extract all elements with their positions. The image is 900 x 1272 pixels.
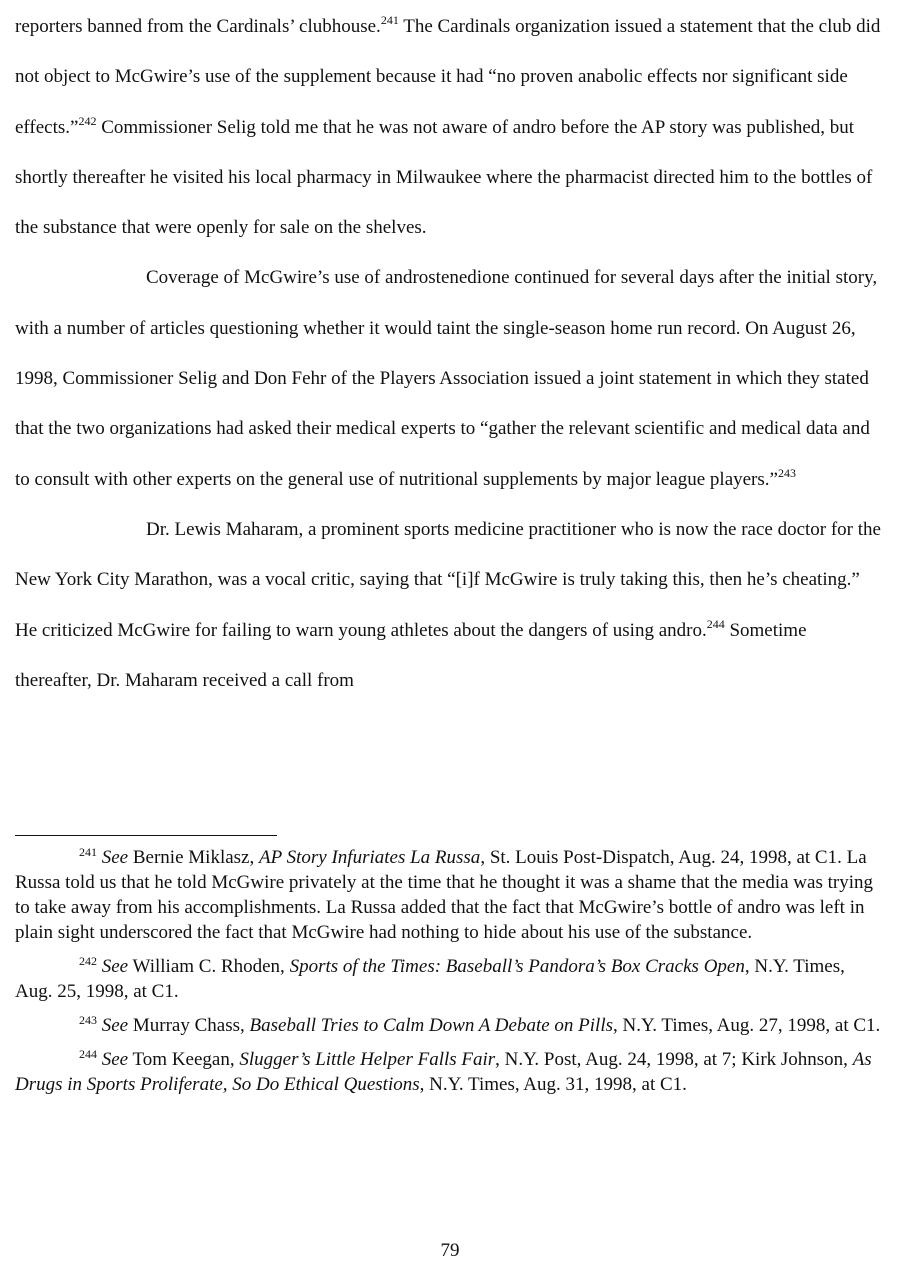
footnote-text: Tom Keegan, bbox=[128, 1049, 240, 1070]
signal-see: See bbox=[101, 956, 129, 977]
signal-see: See bbox=[101, 1049, 129, 1070]
paragraph-text: Commissioner Selig told me that he was not aware of andro before the AP story was published, but shortly thereafter he visited his local pharmacy in Milwaukee where the pharmacist directed him to the bottles of the substance that were openly for sale on the shelves. bbox=[15, 116, 873, 239]
footnote-ref-244[interactable]: 244 bbox=[706, 616, 725, 631]
footnote-241 bbox=[15, 845, 885, 945]
footnote-244 bbox=[15, 1047, 885, 1097]
paragraph-text: The Cardinals organization issued a statement that the club did not object to McGwire’s use of the supplement because it had “no proven anabolic effects nor significant side effects.” bbox=[15, 16, 881, 138]
footnote-text: Murray Chass, bbox=[128, 1015, 250, 1036]
footnote-text: , N.Y. Times, Aug. 25, 1998, at C1. bbox=[15, 956, 845, 1002]
body-text bbox=[15, 2, 885, 706]
footnote-text: , St. Louis Post-Dispatch, Aug. 24, 1998, at C1. La Russa told us that he told McGwire privately at the time that he thought it was a shame that the media was trying to take away from his accomplishments. La Russa added that the fact that McGwire’s bottle of andro was left in plain sight underscored the fact that McGwire had nothing to hide about his use of the substance. bbox=[15, 847, 873, 943]
footnote-ref-241[interactable]: 241 bbox=[380, 13, 399, 27]
footnote-number: 244 bbox=[79, 1047, 97, 1061]
footnote-text: Bernie Miklasz, bbox=[128, 847, 259, 868]
signal-see: See bbox=[101, 847, 129, 868]
footnotes-section bbox=[15, 845, 885, 1106]
signal-see: See bbox=[101, 1015, 129, 1036]
footnote-text: , N.Y. Post, Aug. 24, 1998, at 7; Kirk Johnson, bbox=[495, 1049, 853, 1070]
footnote-ref-242[interactable]: 242 bbox=[78, 113, 97, 128]
footnote-text: , N.Y. Times, Aug. 31, 1998, at C1. bbox=[419, 1074, 687, 1095]
citation-title: Sports of the Times: Baseball’s Pandora’s Box Cracks Open bbox=[289, 956, 745, 977]
paragraph-text: Sometime thereafter, Dr. Maharam received a call from bbox=[15, 619, 807, 691]
footnote-text: , N.Y. Times, Aug. 27, 1998, at C1. bbox=[613, 1015, 881, 1036]
footnote-number: 242 bbox=[79, 954, 97, 968]
footnote-ref-243[interactable]: 243 bbox=[777, 465, 796, 480]
paragraph-text: Coverage of McGwire’s use of androstenedione continued for several days after the initial story, with a number of articles questioning whether it would taint the single-season home run record. On August 26, 1998, Commissioner Selig and Don Fehr of the Players Association issued a joint statement in which they stated that the two organizations had asked their medical experts to “gather the relevant scientific and medical data and to consult with other experts on the general use of nutritional supplements by major league players.” bbox=[15, 267, 878, 490]
citation-title: AP Story Infuriates La Russa bbox=[258, 847, 481, 868]
page-number: 79 bbox=[440, 1240, 460, 1261]
footnote-text: William C. Rhoden, bbox=[128, 956, 290, 977]
paragraph-text: reporters banned from the Cardinals’ clubhouse. bbox=[15, 16, 381, 37]
footnote-number: 243 bbox=[79, 1013, 97, 1027]
citation-title: Baseball Tries to Calm Down A Debate on Pills bbox=[249, 1015, 613, 1036]
citation-title: As Drugs in Sports Proliferate, So Do Ethical Questions bbox=[15, 1049, 872, 1095]
paragraph-2 bbox=[15, 253, 885, 504]
paragraph-1 bbox=[15, 2, 885, 253]
footnote-243 bbox=[15, 1013, 885, 1038]
paragraph-3 bbox=[15, 505, 885, 706]
footnote-number: 241 bbox=[79, 845, 97, 859]
footnote-separator bbox=[15, 835, 277, 836]
footnote-242 bbox=[15, 954, 885, 1004]
citation-title: Slugger’s Little Helper Falls Fair bbox=[239, 1049, 496, 1070]
paragraph-text: Dr. Lewis Maharam, a prominent sports medicine practitioner who is now the race doctor for the New York City Marathon, was a vocal critic, saying that “[i]f McGwire is truly taking this, then he’s cheating.” He criticized McGwire for failing to warn young athletes about the dangers of using andro. bbox=[15, 518, 881, 641]
